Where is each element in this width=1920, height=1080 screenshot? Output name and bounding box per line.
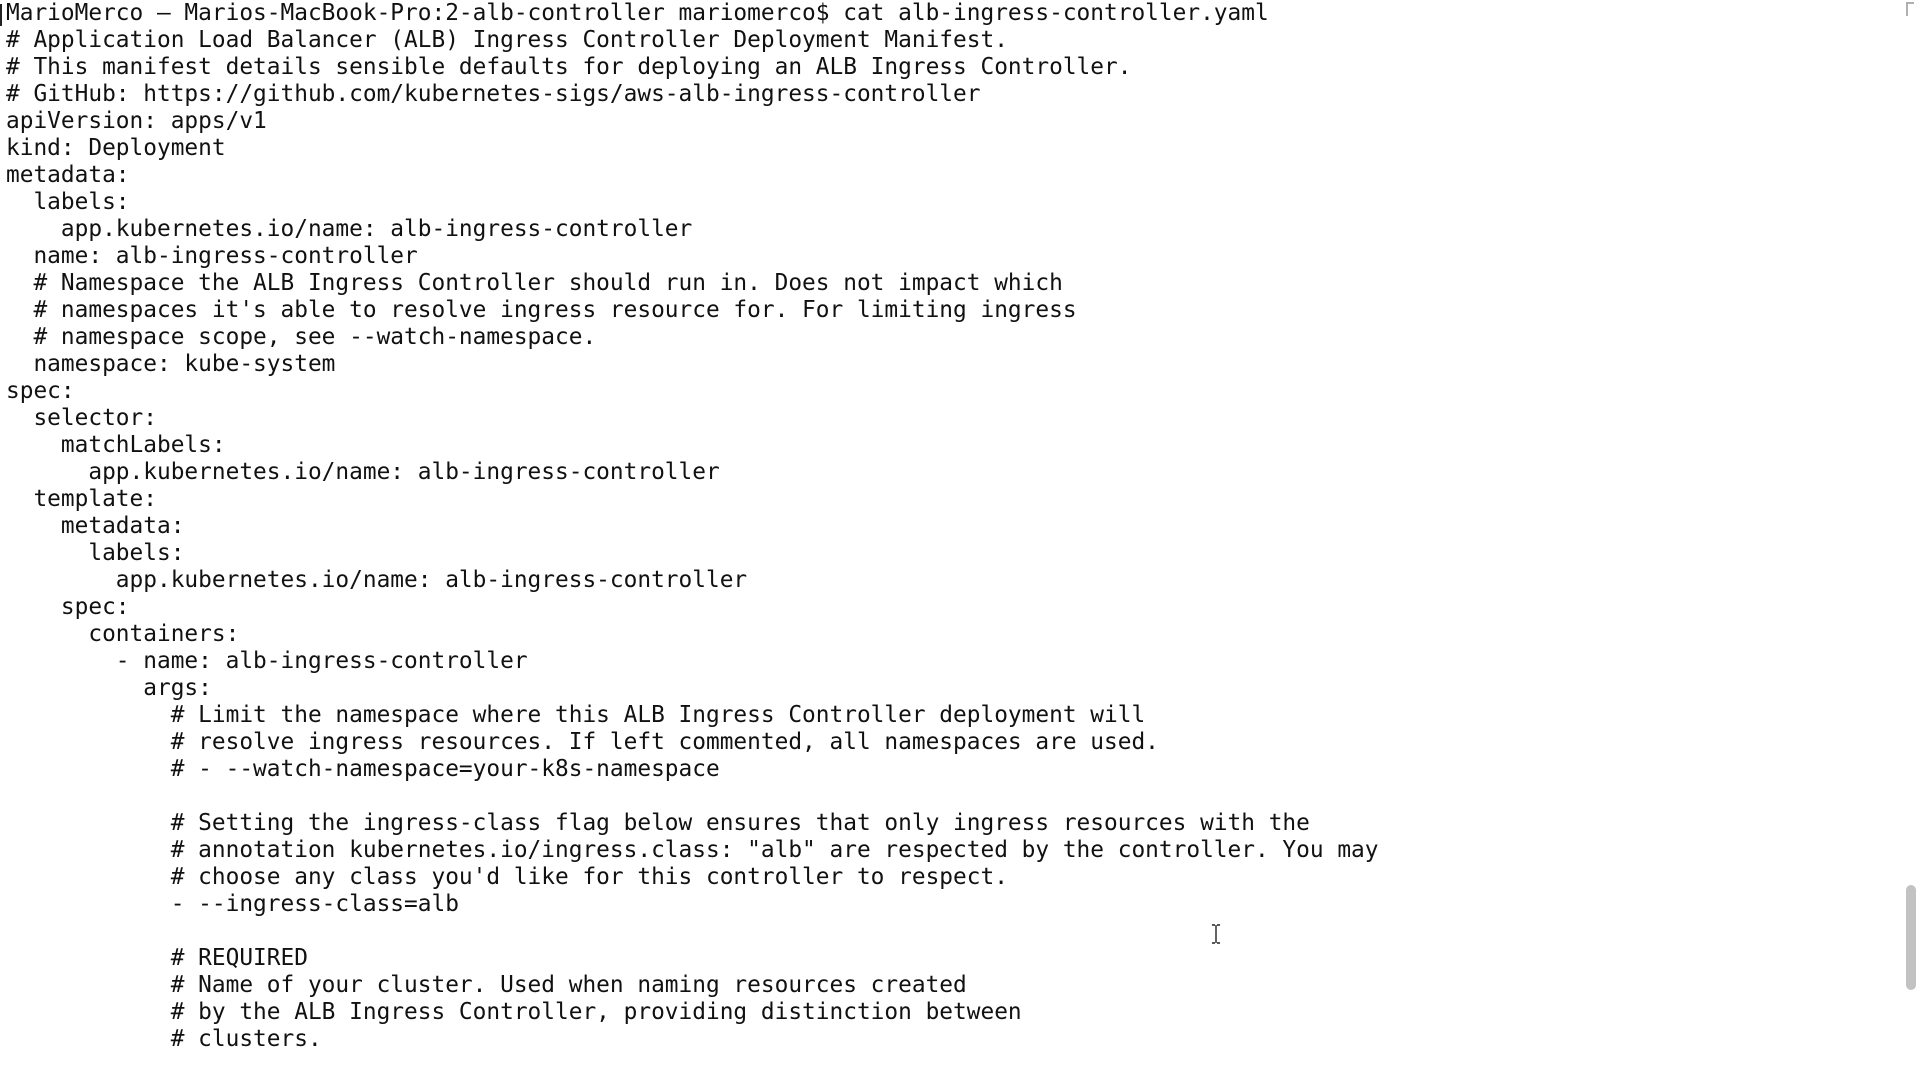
output-line: # Namespace the ALB Ingress Controller should run in. Does not impact which <box>6 270 1063 296</box>
output-line: # annotation kubernetes.io/ingress.class: "alb" are respected by the controller. You may <box>6 837 1379 863</box>
output-line <box>6 1053 1890 1080</box>
output-line: # choose any class you'd like for this controller to respect. <box>6 864 1008 890</box>
output-line: # GitHub: https://github.com/kubernetes-sigs/aws-alb-ingress-controller <box>6 81 981 107</box>
output-line: # by the ALB Ingress Controller, providing distinction between <box>6 999 1022 1025</box>
text-cursor-icon <box>1210 924 1222 944</box>
output-line: # namespace scope, see --watch-namespace. <box>6 324 597 350</box>
output-line: namespace: kube-system <box>6 351 336 377</box>
output-line: spec: <box>6 594 130 620</box>
output-line: apiVersion: apps/v1 <box>6 108 267 134</box>
output-line: # Name of your cluster. Used when naming resources created <box>6 972 967 998</box>
output-line: # Setting the ingress-class flag below ensures that only ingress resources with the <box>6 810 1310 836</box>
output-line: labels: <box>6 189 130 215</box>
vertical-scrollbar[interactable] <box>1898 0 1920 1080</box>
output-line: # resolve ingress resources. If left commented, all namespaces are used. <box>6 729 1159 755</box>
output-line: metadata: <box>6 162 130 188</box>
output-line: selector: <box>6 405 157 431</box>
output-line: app.kubernetes.io/name: alb-ingress-controller <box>6 567 748 593</box>
output-line: # - --watch-namespace=your-k8s-namespace <box>6 756 720 782</box>
output-line: # REQUIRED <box>6 945 308 971</box>
output-line: - --ingress-class=alb <box>6 891 459 917</box>
prompt-cursor-marker <box>0 4 2 26</box>
output-line: # This manifest details sensible defaults for deploying an ALB Ingress Controller. <box>6 54 1132 80</box>
output-line: app.kubernetes.io/name: alb-ingress-controller <box>6 459 720 485</box>
scroll-up-arrow-icon[interactable] <box>1906 2 1914 16</box>
scrollbar-thumb[interactable] <box>1906 885 1916 990</box>
prompt-line: MarioMerco — Marios-MacBook-Pro:2-alb-controller mariomerco$ cat alb-ingress-controller.yaml <box>6 0 1269 26</box>
output-line: template: <box>6 486 157 512</box>
output-line <box>6 918 1890 945</box>
output-line <box>6 783 1890 810</box>
output-line: args: <box>6 675 212 701</box>
output-line: app.kubernetes.io/name: alb-ingress-controller <box>6 216 693 242</box>
output-line: metadata: <box>6 513 185 539</box>
output-line: containers: <box>6 621 240 647</box>
output-line: kind: Deployment <box>6 135 226 161</box>
output-line: matchLabels: <box>6 432 226 458</box>
output-line: # Limit the namespace where this ALB Ingress Controller deployment will <box>6 702 1146 728</box>
output-line: spec: <box>6 378 75 404</box>
output-line: name: alb-ingress-controller <box>6 243 418 269</box>
output-line: # namespaces it's able to resolve ingress resource for. For limiting ingress <box>6 297 1077 323</box>
output-line: - name: alb-ingress-controller <box>6 648 528 674</box>
output-line: # clusters. <box>6 1026 322 1052</box>
output-line: labels: <box>6 540 185 566</box>
output-line: # Application Load Balancer (ALB) Ingress Controller Deployment Manifest. <box>6 27 1008 53</box>
